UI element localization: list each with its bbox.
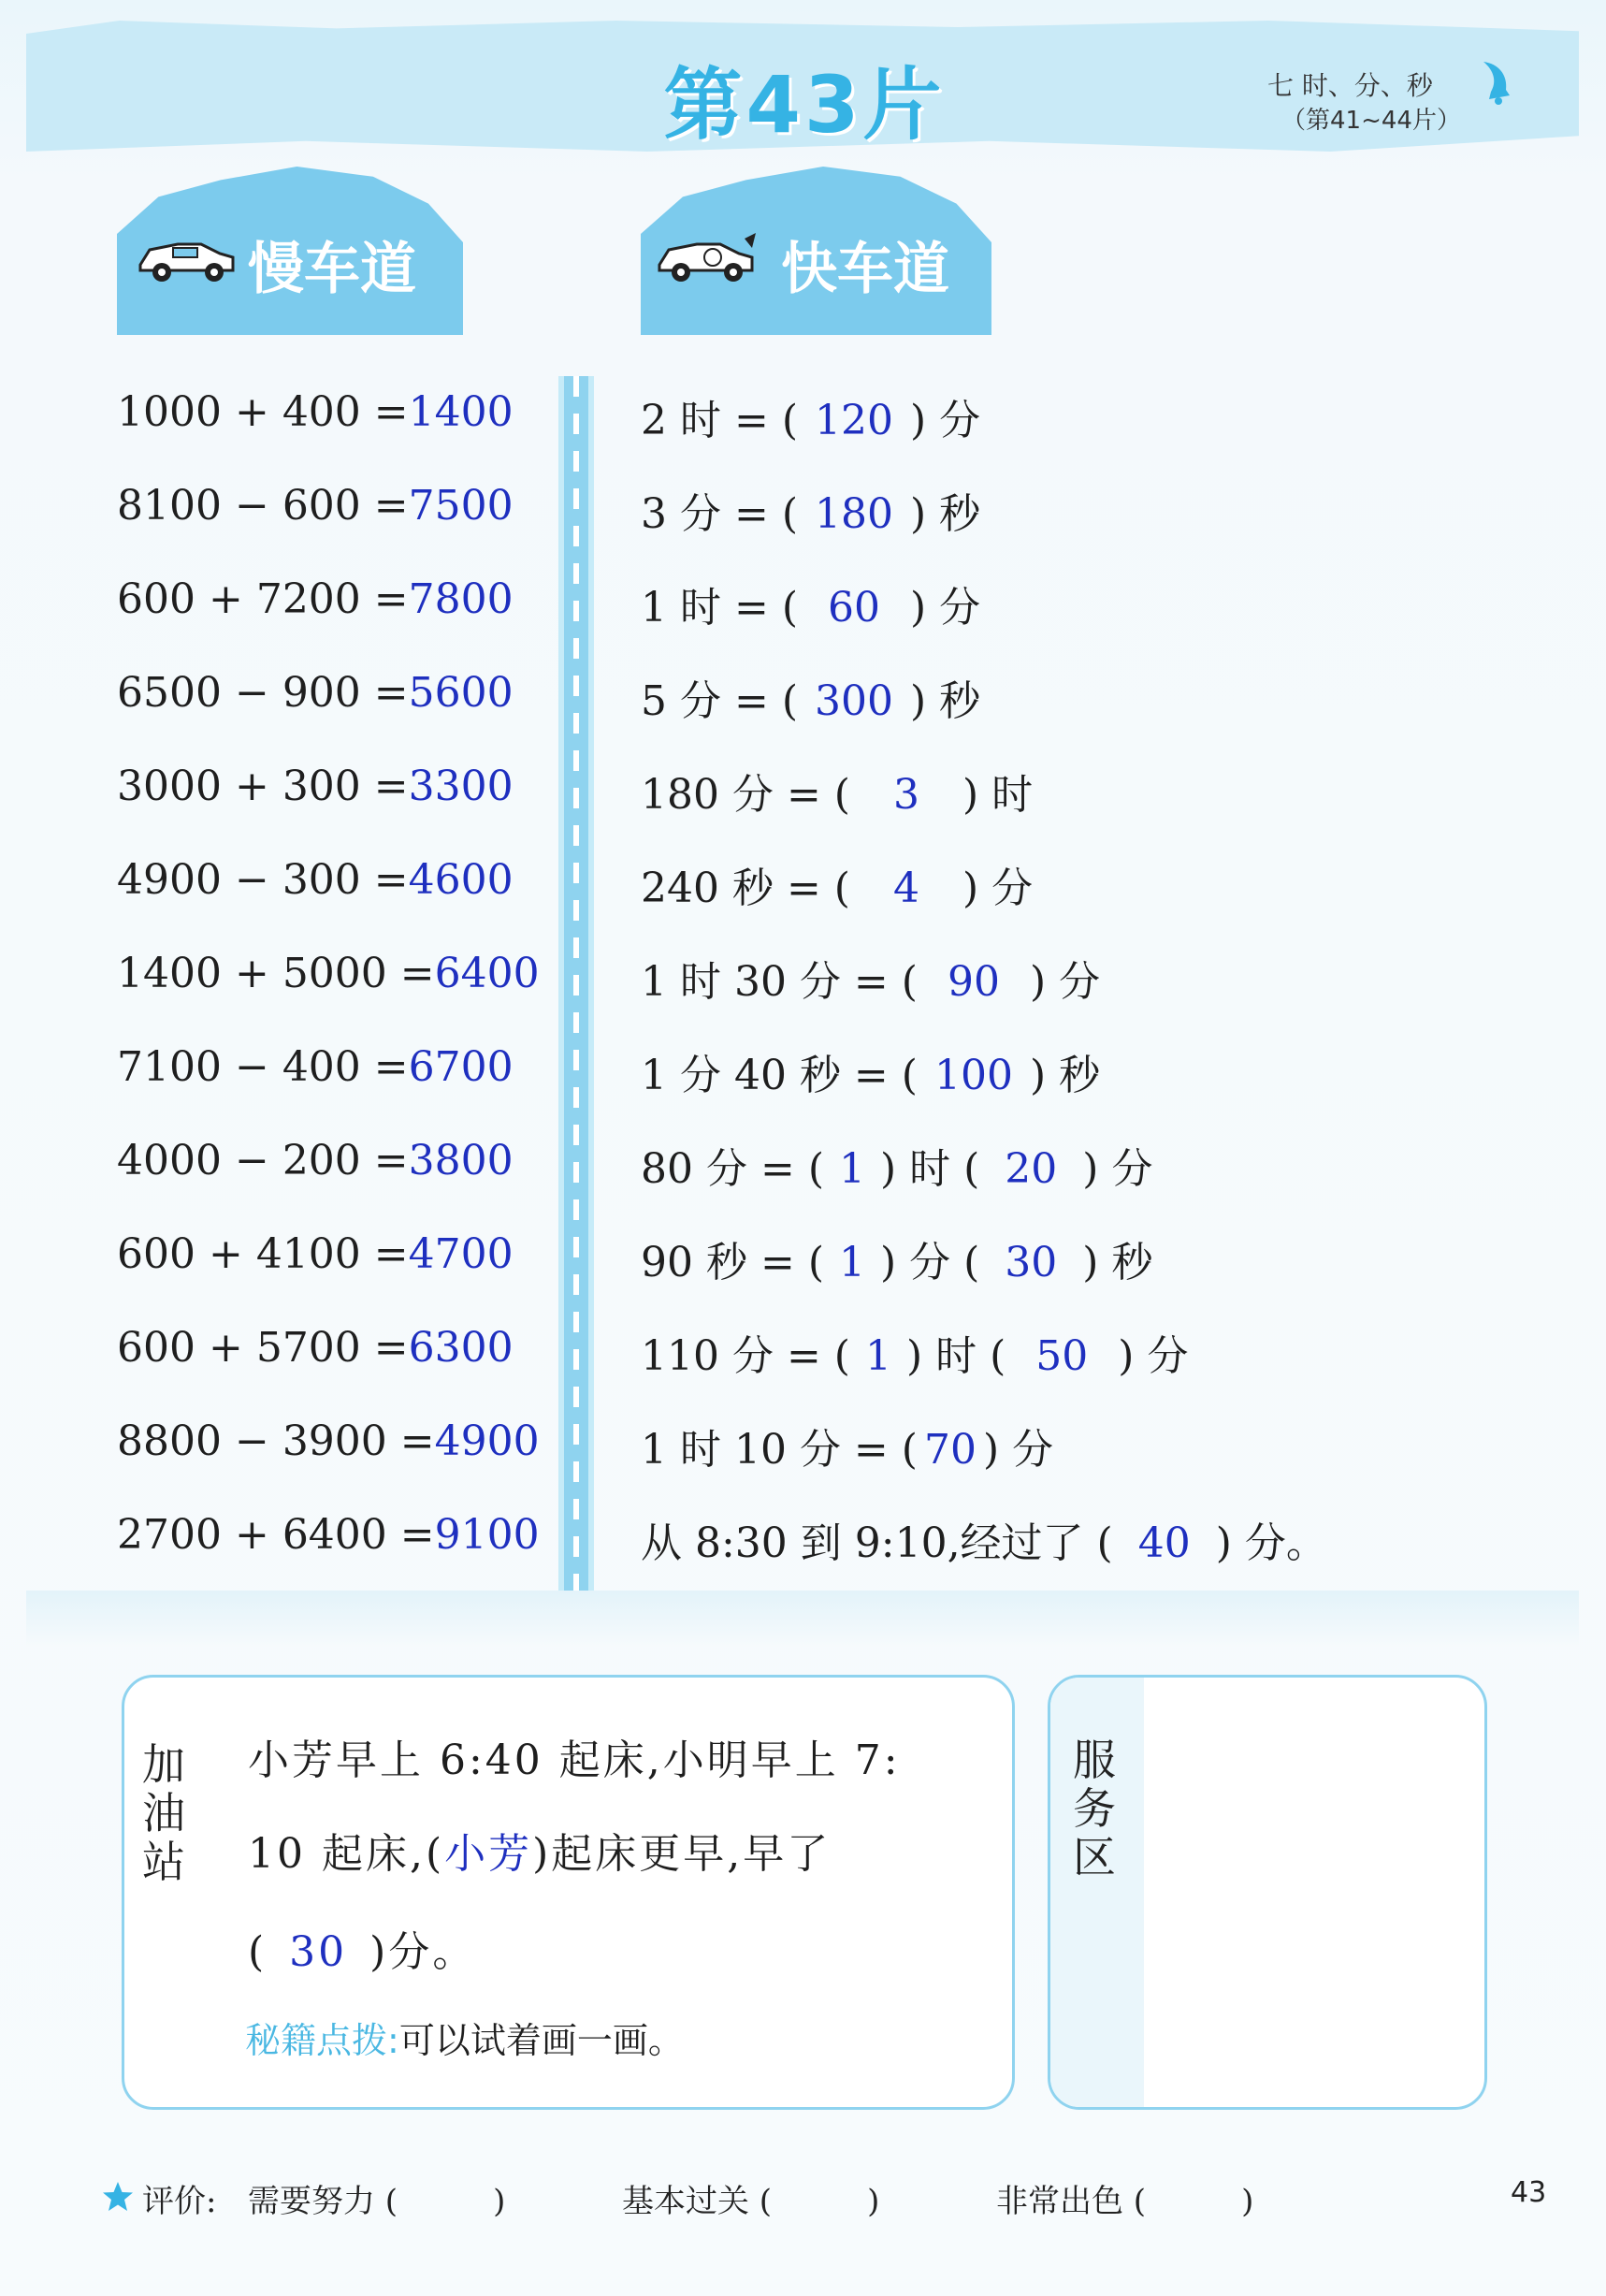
conv-answer: 1 [838, 1145, 865, 1193]
conversion-row [641, 574, 980, 630]
conv-text: 1 时 30 分 = ( [641, 958, 918, 1006]
conv-text: ) 分 [1118, 1332, 1189, 1380]
rating-option-needs-effort: 需要努力 ( ) [248, 2183, 506, 2220]
conv-answer: 20 [1005, 1145, 1058, 1193]
conv-text: 1 时 = ( [641, 584, 798, 632]
page-number: 43 [1511, 2176, 1547, 2209]
conv-answer: 90 [947, 958, 1000, 1006]
conv-answer: 120 [815, 397, 893, 444]
star-icon [101, 2180, 135, 2214]
conv-text: ) 分。 [1215, 1519, 1327, 1567]
calc-row [117, 1230, 514, 1286]
page-title: 第43片 [663, 59, 946, 151]
conv-answer: 100 [933, 1052, 1013, 1099]
calc-answer: 6400 [434, 950, 540, 997]
conv-text: 1 分 40 秒 = ( [641, 1052, 918, 1099]
calc-expr: 1400 + 5000 = [117, 950, 435, 997]
section-separator [26, 1591, 1579, 1647]
calc-row [117, 950, 540, 1006]
conv-text: 90 秒 = ( [641, 1239, 824, 1286]
tip-label: 秘籍点拨: [245, 2020, 399, 2061]
slow-lane-title: 慢车道 [248, 237, 416, 302]
calc-expr: 8800 − 3900 = [117, 1417, 435, 1465]
calc-answer: 9100 [434, 1511, 540, 1559]
calc-expr: 4900 − 300 = [117, 856, 409, 904]
conversion-row [641, 1041, 1100, 1097]
conv-text: ) 秒 [910, 677, 981, 725]
conv-text: ) 秒 [1082, 1239, 1153, 1286]
tip-text: 可以试着画一画。 [398, 2020, 684, 2061]
fast-lane-title: 快车道 [781, 237, 949, 302]
calc-row [117, 1137, 514, 1193]
calc-answer: 4600 [408, 856, 514, 904]
conv-text: ) 分 [910, 584, 981, 632]
calc-expr: 600 + 5700 = [117, 1324, 409, 1372]
conv-answer: 1 [838, 1239, 865, 1286]
conv-text: ) 秒 [1029, 1052, 1101, 1099]
conv-answer: 300 [815, 677, 893, 725]
problem-answer: 小芳 [444, 1830, 533, 1878]
conv-text: 240 秒 = ( [641, 865, 850, 912]
calc-row [117, 1324, 514, 1380]
conversion-row [641, 948, 1100, 1004]
calc-expr: 4000 − 200 = [117, 1137, 409, 1184]
service-label: 服务区 [1073, 1735, 1116, 1882]
conversion-row [641, 1416, 1053, 1472]
conv-text: ) 分 [910, 397, 981, 444]
lane-divider [558, 376, 594, 1591]
problem-text: )分。 [369, 1928, 477, 1976]
conv-text: 80 分 = ( [641, 1145, 824, 1193]
conv-text: 2 时 = ( [641, 397, 798, 444]
conv-text: ) 时 [962, 771, 1034, 819]
conversion-row [641, 480, 980, 536]
calc-expr: 600 + 7200 = [117, 575, 409, 623]
chapter-range: （第41~44片） [1281, 107, 1461, 135]
conv-answer: 180 [815, 490, 893, 538]
conv-text: ) 时 ( [905, 1332, 1006, 1380]
calc-expr: 1000 + 400 = [117, 388, 409, 436]
calc-row [117, 669, 514, 725]
conv-text: 110 分 = ( [641, 1332, 850, 1380]
calc-row [117, 482, 514, 538]
conv-answer: 30 [1005, 1239, 1058, 1286]
conversion-row [641, 761, 1033, 817]
problem-text: )起床更早,早了 [532, 1830, 832, 1878]
conv-text: 180 分 = ( [641, 771, 850, 819]
calc-expr: 600 + 4100 = [117, 1230, 409, 1278]
calc-answer: 3300 [408, 763, 514, 810]
conv-text: ) 分 [1082, 1145, 1153, 1193]
conv-answer: 1 [864, 1332, 891, 1380]
conversion-row [641, 1509, 1327, 1565]
conversion-row [641, 1228, 1152, 1285]
tip-line [245, 2012, 684, 2063]
problem-answer: 30 [289, 1928, 348, 1976]
bell-icon [1478, 58, 1512, 107]
conv-text: ) 分 [1029, 958, 1101, 1006]
calc-row [117, 1043, 514, 1099]
conv-text: 从 8:30 到 9:10,经过了 ( [641, 1519, 1113, 1567]
calc-answer: 4700 [408, 1230, 514, 1278]
conversion-row [641, 1135, 1152, 1191]
calc-expr: 6500 − 900 = [117, 669, 409, 717]
calc-row [117, 1417, 540, 1474]
conv-answer: 4 [892, 865, 919, 912]
conv-text: ) 分 ( [879, 1239, 980, 1286]
conv-text: ) 分 [962, 865, 1034, 912]
problem-line [248, 1820, 831, 1880]
calc-answer: 6700 [408, 1043, 514, 1091]
conversion-row [641, 1322, 1188, 1378]
rating-option-pass: 基本过关 ( ) [622, 2183, 880, 2220]
conv-answer: 50 [1035, 1332, 1089, 1380]
problem-line [248, 1918, 476, 1978]
calc-row [117, 763, 514, 819]
calc-expr: 2700 + 6400 = [117, 1511, 435, 1559]
problem-line: 小芳早上 6:40 起床,小明早上 7: [248, 1737, 901, 1784]
problem-text: ( [248, 1928, 268, 1976]
calc-row [117, 388, 514, 444]
calc-expr: 7100 − 400 = [117, 1043, 409, 1091]
conv-text: 3 分 = ( [641, 490, 798, 538]
conv-text: 5 分 = ( [641, 677, 798, 725]
conv-answer: 3 [892, 771, 919, 819]
calc-row [117, 1511, 540, 1567]
calc-answer: 3800 [408, 1137, 514, 1184]
race-car-icon [655, 229, 758, 285]
calc-answer: 7500 [408, 482, 514, 530]
problem-text: 10 起床,( [248, 1830, 445, 1878]
conversion-row [641, 667, 980, 723]
conversion-row [641, 854, 1033, 910]
conv-text: ) 分 [982, 1426, 1054, 1474]
calc-answer: 4900 [434, 1417, 540, 1465]
calc-expr: 8100 − 600 = [117, 482, 409, 530]
conv-answer: 70 [923, 1426, 977, 1474]
rating-option-excellent: 非常出色 ( ) [996, 2183, 1254, 2220]
calc-expr: 3000 + 300 = [117, 763, 409, 810]
calc-answer: 7800 [408, 575, 514, 623]
race-car-icon [136, 229, 239, 285]
calc-row [117, 856, 514, 912]
conv-text: ) 秒 [910, 490, 981, 538]
calc-answer: 6300 [408, 1324, 514, 1372]
calc-answer: 5600 [408, 669, 514, 717]
calc-answer: 1400 [408, 388, 514, 436]
chapter-title: 七 时、分、秒 [1267, 70, 1433, 101]
conversion-row [641, 386, 980, 443]
practice-label: 加油站 [142, 1739, 185, 1887]
rating-prefix: 评价: [142, 2183, 217, 2220]
conv-text: ) 时 ( [879, 1145, 980, 1193]
calc-row [117, 575, 514, 632]
conv-text: 1 时 10 分 = ( [641, 1426, 918, 1474]
conv-answer: 40 [1137, 1519, 1191, 1567]
conv-answer: 60 [828, 584, 880, 632]
